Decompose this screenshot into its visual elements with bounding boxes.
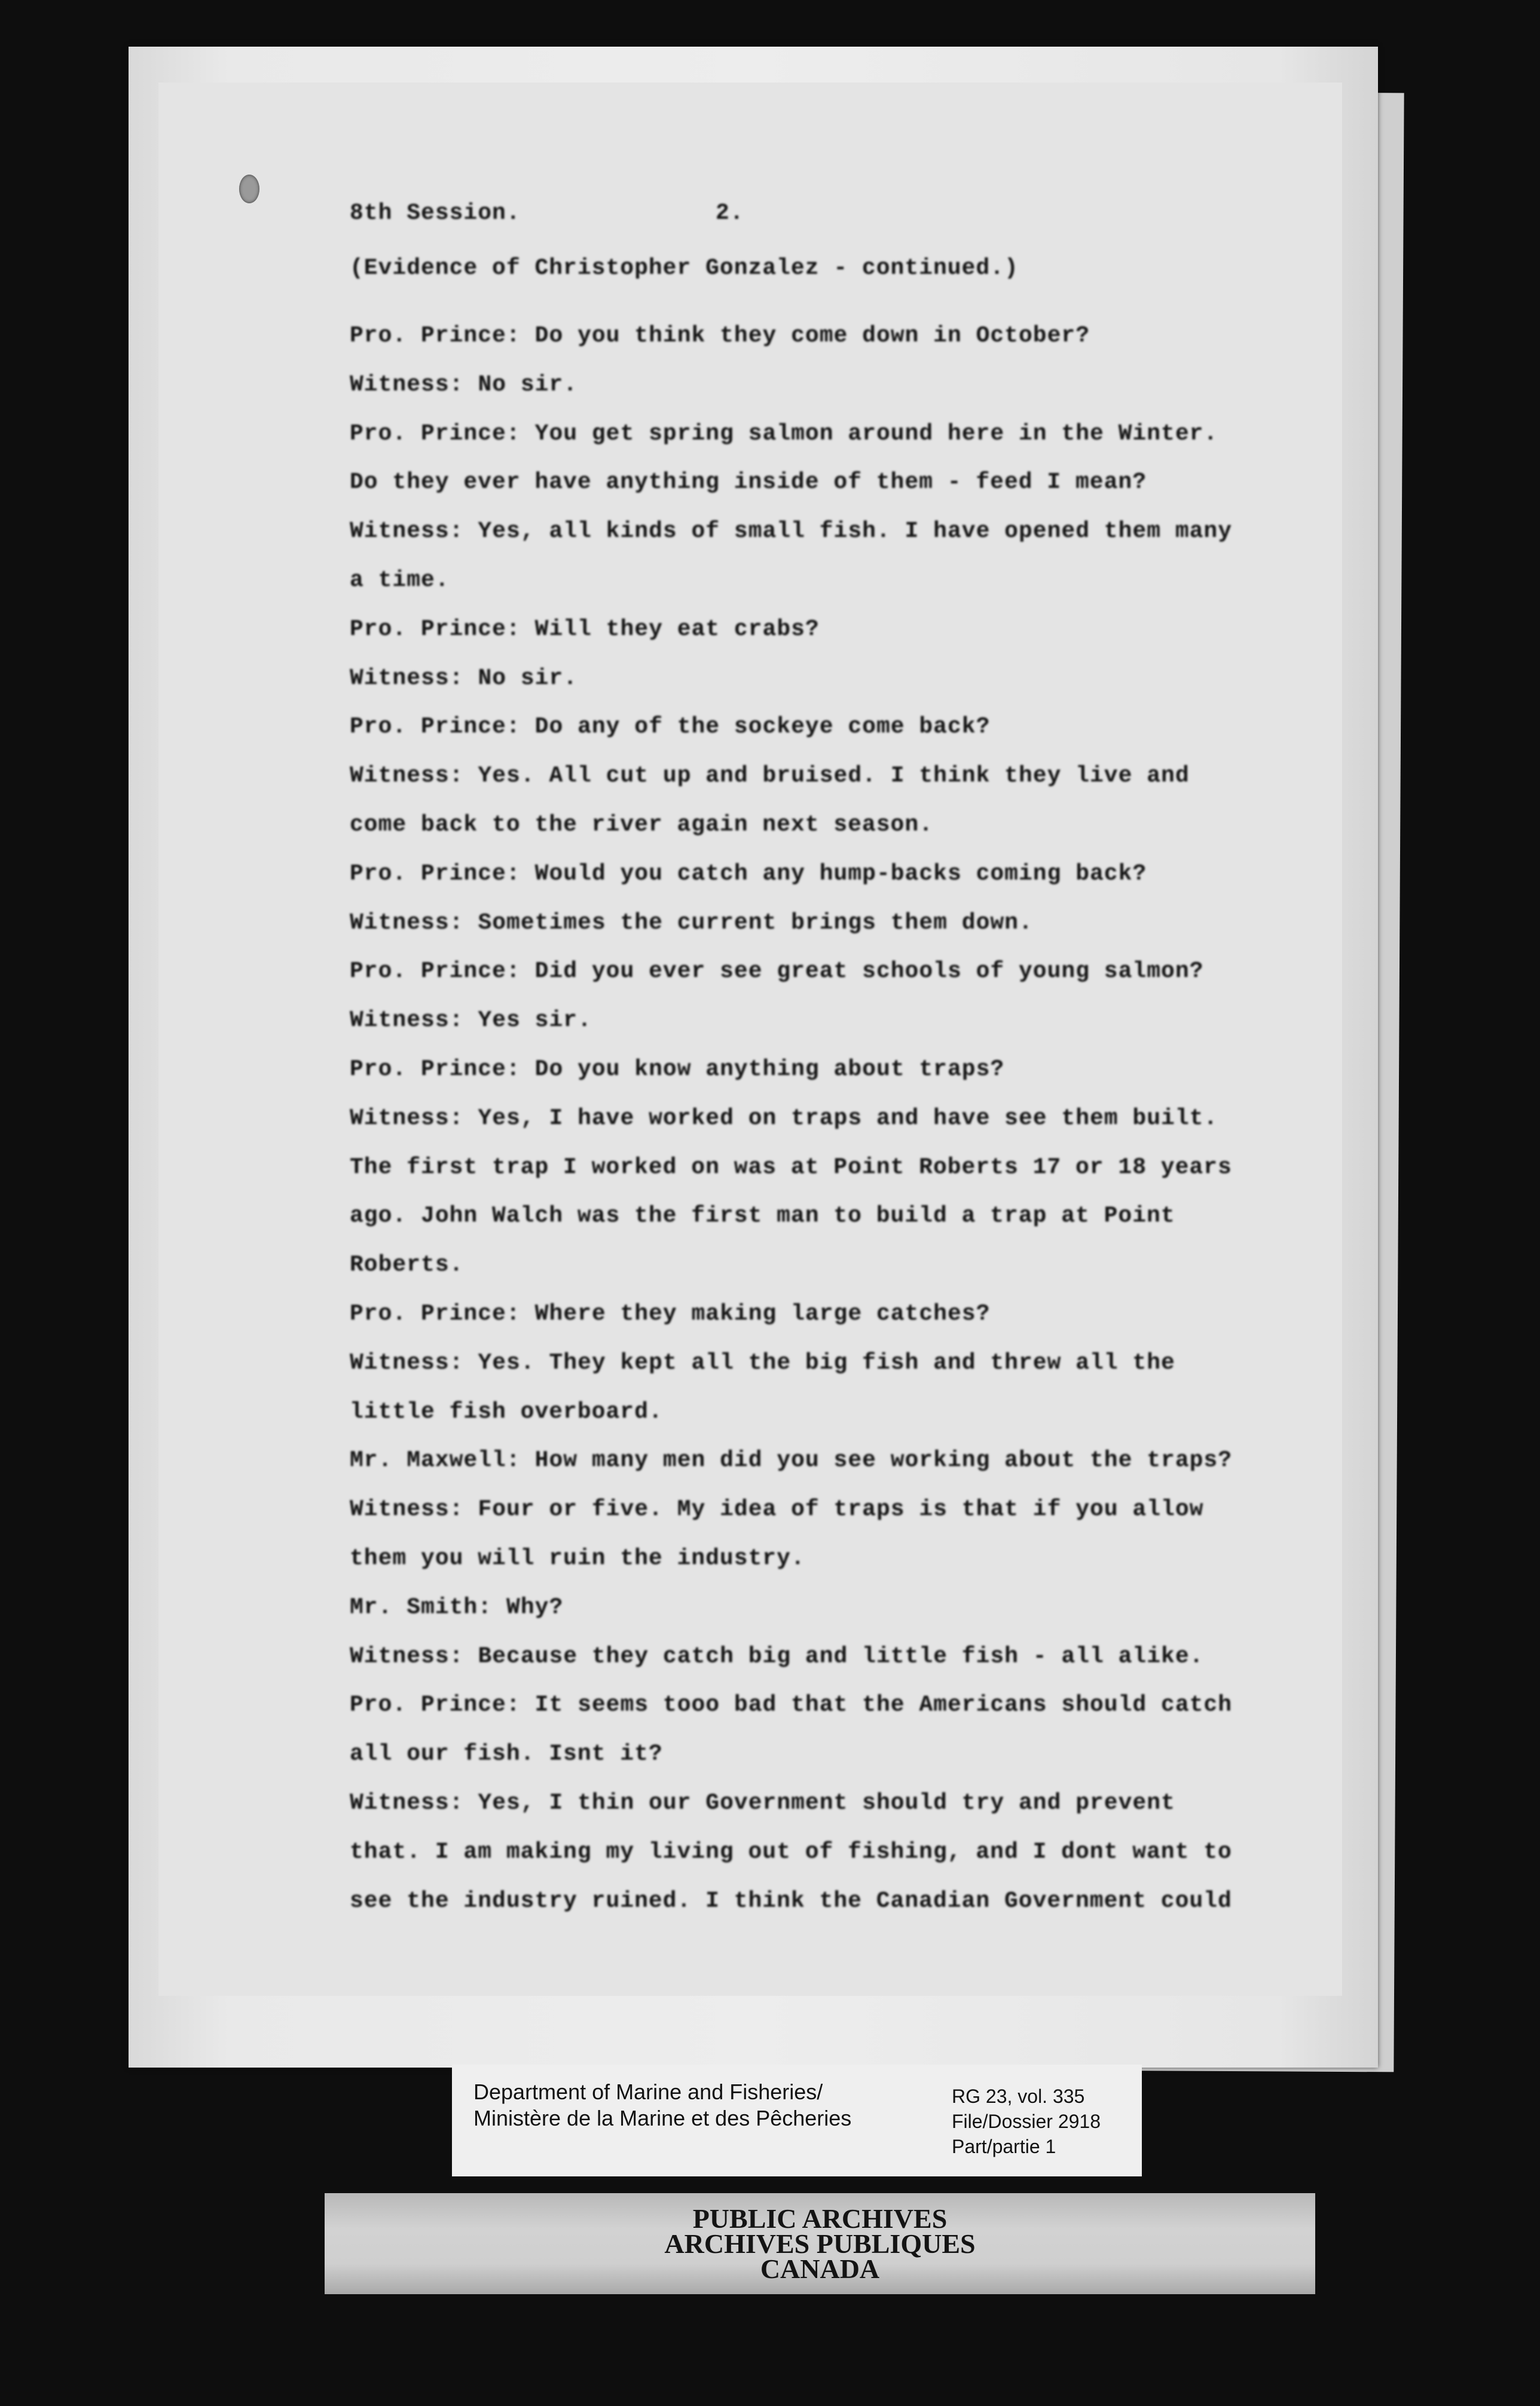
speaker-label: Pro. Prince:: [350, 1692, 521, 1718]
testimony-line: [350, 1045, 1270, 1094]
line-text: Where they making large catches?: [534, 1300, 991, 1327]
line-text: Will they eat crabs?: [534, 616, 820, 642]
speaker-label: Witness:: [350, 1349, 464, 1376]
speaker-label: Witness:: [350, 1790, 464, 1816]
public-archives-stamp: [325, 2193, 1315, 2294]
line-text: that. I am making my living out of fishing, and I dont want to: [350, 1839, 1232, 1865]
line-text: Yes sir.: [478, 1007, 592, 1034]
speaker-label: Pro. Prince:: [350, 1056, 521, 1082]
stamp-line-1: PUBLIC ARCHIVES: [692, 2203, 948, 2234]
testimony-line: [350, 458, 1270, 507]
speaker-label: Pro. Prince:: [350, 1300, 521, 1327]
line-text: Yes, I thin our Government should try and prevent: [478, 1790, 1175, 1816]
testimony-line: [350, 947, 1270, 996]
file-number: File/Dossier 2918: [952, 2111, 1101, 2132]
testimony-line: [350, 1534, 1270, 1583]
record-group: RG 23, vol. 335: [952, 2086, 1085, 2107]
line-text: How many men did you see working about the traps?: [534, 1448, 1233, 1474]
line-text: them you will ruin the industry.: [350, 1545, 805, 1571]
speaker-label: Witness:: [350, 1643, 464, 1669]
speaker-label: Witness:: [350, 665, 464, 691]
testimony-line: [350, 1339, 1270, 1388]
testimony-line: [350, 1681, 1270, 1730]
testimony-line: [350, 605, 1270, 654]
speaker-label: Mr. Maxwell:: [350, 1448, 521, 1474]
line-text: Do you know anything about traps?: [534, 1056, 1005, 1082]
testimony-line: [350, 507, 1270, 556]
session-label: 8th Session.: [350, 200, 521, 226]
testimony-line: [350, 1583, 1270, 1632]
speaker-label: Pro. Prince:: [350, 616, 521, 642]
line-text: Did you ever see great schools of young salmon?: [534, 958, 1204, 985]
speaker-label: Witness:: [350, 1105, 464, 1131]
testimony-line: [350, 361, 1270, 410]
line-text: No sir.: [478, 665, 578, 691]
department-fr: Ministère de la Marine et des Pêcheries: [473, 2106, 852, 2130]
speaker-label: Pro. Prince:: [350, 860, 521, 887]
line-text: Why?: [506, 1594, 564, 1620]
testimony-line: [350, 801, 1270, 850]
line-text: ago. John Walch was the first man to build a trap at Point: [350, 1203, 1175, 1229]
line-text: The first trap I worked on was at Point Roberts 17 or 18 years: [350, 1154, 1232, 1180]
punch-hole: [239, 175, 259, 203]
speaker-label: Witness:: [350, 1497, 464, 1523]
line-text: It seems tooo bad that the Americans should catch: [534, 1692, 1233, 1718]
line-text: Roberts.: [350, 1252, 464, 1278]
testimony-line: [350, 1290, 1270, 1339]
testimony-line: [350, 1094, 1270, 1143]
line-text: a time.: [350, 567, 450, 593]
line-text: little fish overboard.: [350, 1399, 663, 1425]
stamp-line-3: CANADA: [760, 2254, 880, 2284]
line-text: Yes. All cut up and bruised. I think they live and: [478, 763, 1190, 789]
line-text: Yes. They kept all the big fish and threw all the: [478, 1349, 1175, 1376]
testimony-line: [350, 654, 1270, 703]
department-en: Department of Marine and Fisheries/: [473, 2080, 823, 2104]
testimony-line: [350, 703, 1270, 752]
testimony-line: [350, 1436, 1270, 1485]
speaker-label: Witness:: [350, 763, 464, 789]
testimony-line: [350, 1779, 1270, 1828]
testimony-line: [350, 996, 1270, 1045]
testimony-line: [350, 1143, 1270, 1192]
testimony-line: [350, 312, 1270, 361]
speaker-label: Witness:: [350, 909, 464, 936]
line-text: come back to the river again next season.: [350, 811, 933, 838]
page-number: 2.: [716, 200, 744, 226]
line-text: Four or five. My idea of traps is that if you allow: [478, 1497, 1204, 1523]
part-number: Part/partie 1: [952, 2136, 1056, 2157]
archive-label: [452, 2065, 1142, 2176]
testimony-line: [350, 850, 1270, 899]
line-text: Do you think they come down in October?: [534, 323, 1090, 349]
testimony-line: [350, 1485, 1270, 1534]
speaker-label: Witness:: [350, 518, 464, 545]
line-text: Yes, I have worked on traps and have see them built.: [478, 1105, 1218, 1131]
testimony-line: [350, 1877, 1270, 1926]
speaker-label: Pro. Prince:: [350, 714, 521, 740]
line-text: Would you catch any hump-backs coming back?: [534, 860, 1147, 887]
line-text: Yes, all kinds of small fish. I have opened them many: [478, 518, 1233, 545]
evidence-subtitle: (Evidence of Christopher Gonzalez - continued.): [350, 255, 1019, 281]
line-text: all our fish. Isnt it?: [350, 1741, 663, 1767]
line-text: Because they catch big and little fish - all alike.: [478, 1643, 1204, 1669]
testimony-line: [350, 410, 1270, 459]
line-text: Do any of the sockeye come back?: [534, 714, 991, 740]
line-text: No sir.: [478, 371, 578, 398]
speaker-label: Witness:: [350, 371, 464, 398]
department-block: [473, 2079, 851, 2132]
speaker-label: Pro. Prince:: [350, 958, 521, 985]
speaker-label: Pro. Prince:: [350, 323, 521, 349]
testimony-line: [350, 1192, 1270, 1241]
stamp-line-2: ARCHIVES PUBLIQUES: [664, 2228, 976, 2259]
testimony-line: [350, 1828, 1270, 1877]
testimony-line: [350, 1241, 1270, 1290]
testimony-line: [350, 1632, 1270, 1681]
testimony-lines: [350, 312, 1270, 1925]
line-text: Do they ever have anything inside of them - feed I mean?: [350, 469, 1147, 496]
speaker-label: Mr. Smith:: [350, 1594, 493, 1620]
reference-block: [952, 2084, 1101, 2159]
testimony-line: [350, 1388, 1270, 1437]
line-text: see the industry ruined. I think the Canadian Government could: [350, 1888, 1232, 1914]
speaker-label: Pro. Prince:: [350, 420, 521, 447]
testimony-line: [350, 1730, 1270, 1779]
testimony-line: [350, 899, 1270, 948]
speaker-label: Witness:: [350, 1007, 464, 1034]
line-text: You get spring salmon around here in the Winter.: [534, 420, 1218, 447]
testimony-line: [350, 752, 1270, 801]
typed-transcript: [350, 200, 1270, 1925]
page-header: [350, 200, 1270, 248]
line-text: Sometimes the current brings them down.: [478, 909, 1033, 936]
testimony-line: [350, 556, 1270, 605]
